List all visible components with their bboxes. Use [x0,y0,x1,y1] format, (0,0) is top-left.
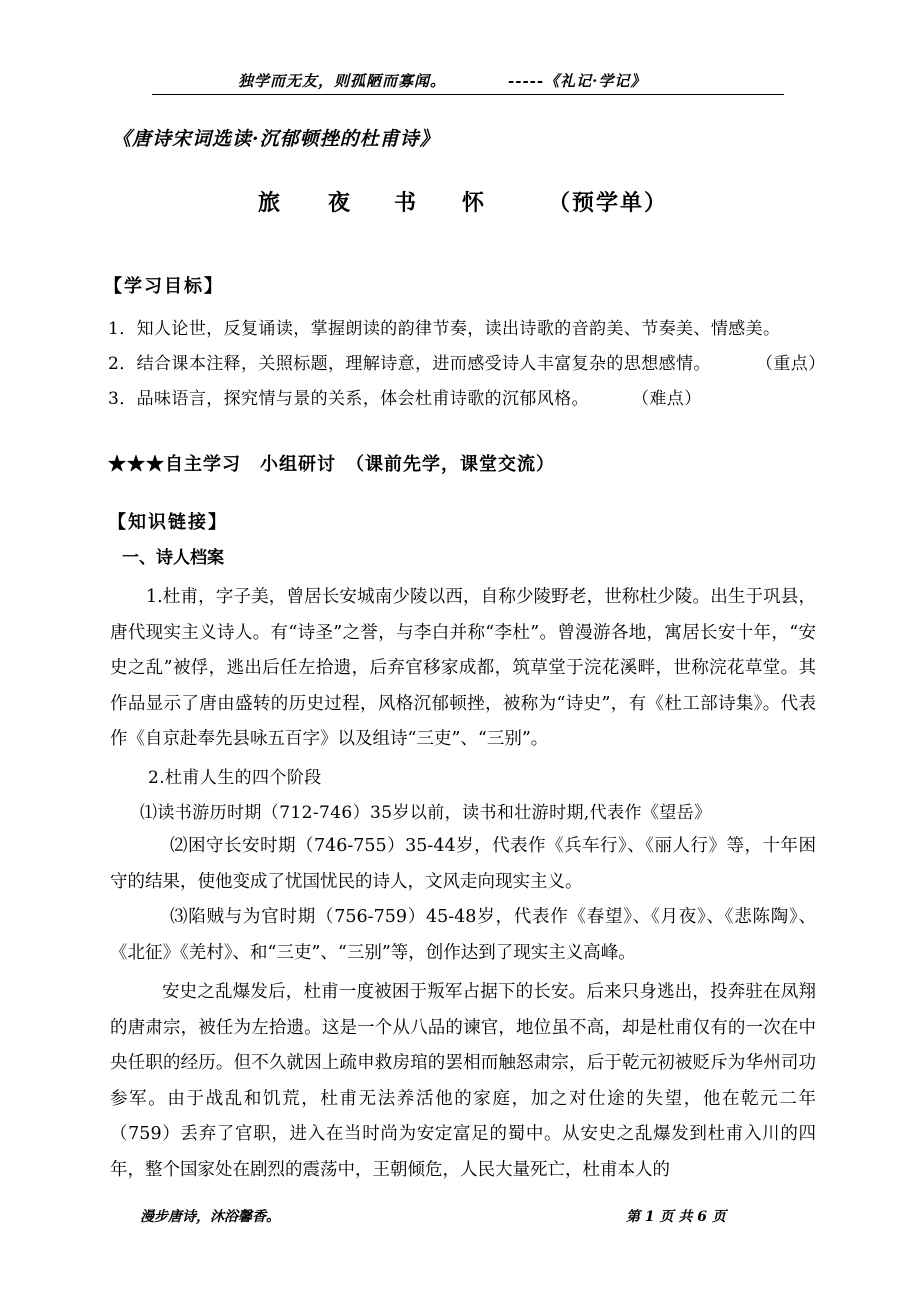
title-char-3: 书 [394,190,417,216]
header-quote: 独学而无友，则孤陋而寡闻。 [238,72,447,90]
poet-intro-paragraph: 1.杜甫，字子美，曾居长安城南少陵以西，自称少陵野老，世称杜少陵。出生于巩县，唐代现实主义诗人。有“诗圣”之誉，与李白并称“李杜”。曾漫游各地，寓居长安十年，“安史之乱”被俘，逃出后任左拾遗，后弃官移家成都，筑草堂于浣花溪畔，世称浣花草堂。其作品显示了唐由盛转的历史过程，风格沉郁顿挫，被称为“诗史”，有《杜工部诗集》。代表作《自京赴奉先县咏五百字》以及组诗“三吏”、“三别”。 [110,587,816,749]
objective-1: 1．知人论世，反复诵读，掌握朗读的韵律节奏，读出诗歌的音韵美、节奏美、情感美。 [108,319,781,339]
title-char-4: 怀 [462,190,485,216]
page-header [152,66,784,95]
knowledge-heading: 【知识链接】 [108,512,228,533]
title-suffix: （预学单） [548,190,669,216]
stage-2: ⑵困守长安时期（746-755）35-44岁，代表作《兵车行》、《丽人行》等，十年困守的结果，使他变成了忧国忧民的诗人，文风走向现实主义。 [110,836,816,892]
page-number: 第 1 页 共 6 页 [626,1209,726,1225]
objectives-heading: 【学习目标】 [104,276,224,297]
series-title: 《唐诗宋词选读·沉郁顿挫的杜甫诗》 [112,128,440,150]
stage-3: ⑶陷贼与为官时期（756-759）45-48岁，代表作《春望》、《月夜》、《悲陈陶》、《北征》《羌村》、和“三吏”、“三别”等，创作达到了现实主义高峰。 [110,907,816,963]
objective-2-tag: （重点） [756,354,826,374]
life-stages-heading: 2.杜甫人生的四个阶段 [148,768,322,788]
self-study-heading: ★★★自主学习 小组研讨 （课前先学，课堂交流） [108,454,555,475]
objective-3: 3．品味语言，探究情与景的关系，体会杜甫诗歌的沉郁风格。 [108,389,590,409]
header-source: -----《礼记·学记》 [508,72,647,90]
stage-1: ⑴读书游历时期（712-746）35岁以前，读书和壮游时期,代表作《望岳》 [140,803,712,823]
title-char-1: 旅 [258,190,281,216]
objective-2: 2．结合课本注释，关照标题，理解诗意，进而感受诗人丰富复杂的思想感情。 [108,354,711,374]
poet-profile-heading: 一、诗人档案 [122,548,224,568]
anshi-paragraph: 安史之乱爆发后，杜甫一度被困于叛军占据下的长安。后来只身逃出，投奔驻在凤翔的唐肃宗，被任为左拾遗。这是一个从八品的谏官，地位虽不高，却是杜甫仅有的一次在中央任职的经历。但不久就因上疏申救房琯的罢相而触怒肃宗，后于乾元初被贬斥为华州司功参军。由于战乱和饥荒，杜甫无法养活他的家庭，加之对仕途的失望，他在乾元二年（759）丢弃了官职，进入在当时尚为安定富足的蜀中。从安史之乱爆发到杜甫入川的四年，整个国家处在剧烈的震荡中，王朝倾危，人民大量死亡，杜甫本人的 [110,982,816,1180]
footer-motto: 漫步唐诗，沐浴馨香。 [140,1209,280,1225]
objective-3-tag: （难点） [632,389,702,409]
title-char-2: 夜 [328,190,351,216]
